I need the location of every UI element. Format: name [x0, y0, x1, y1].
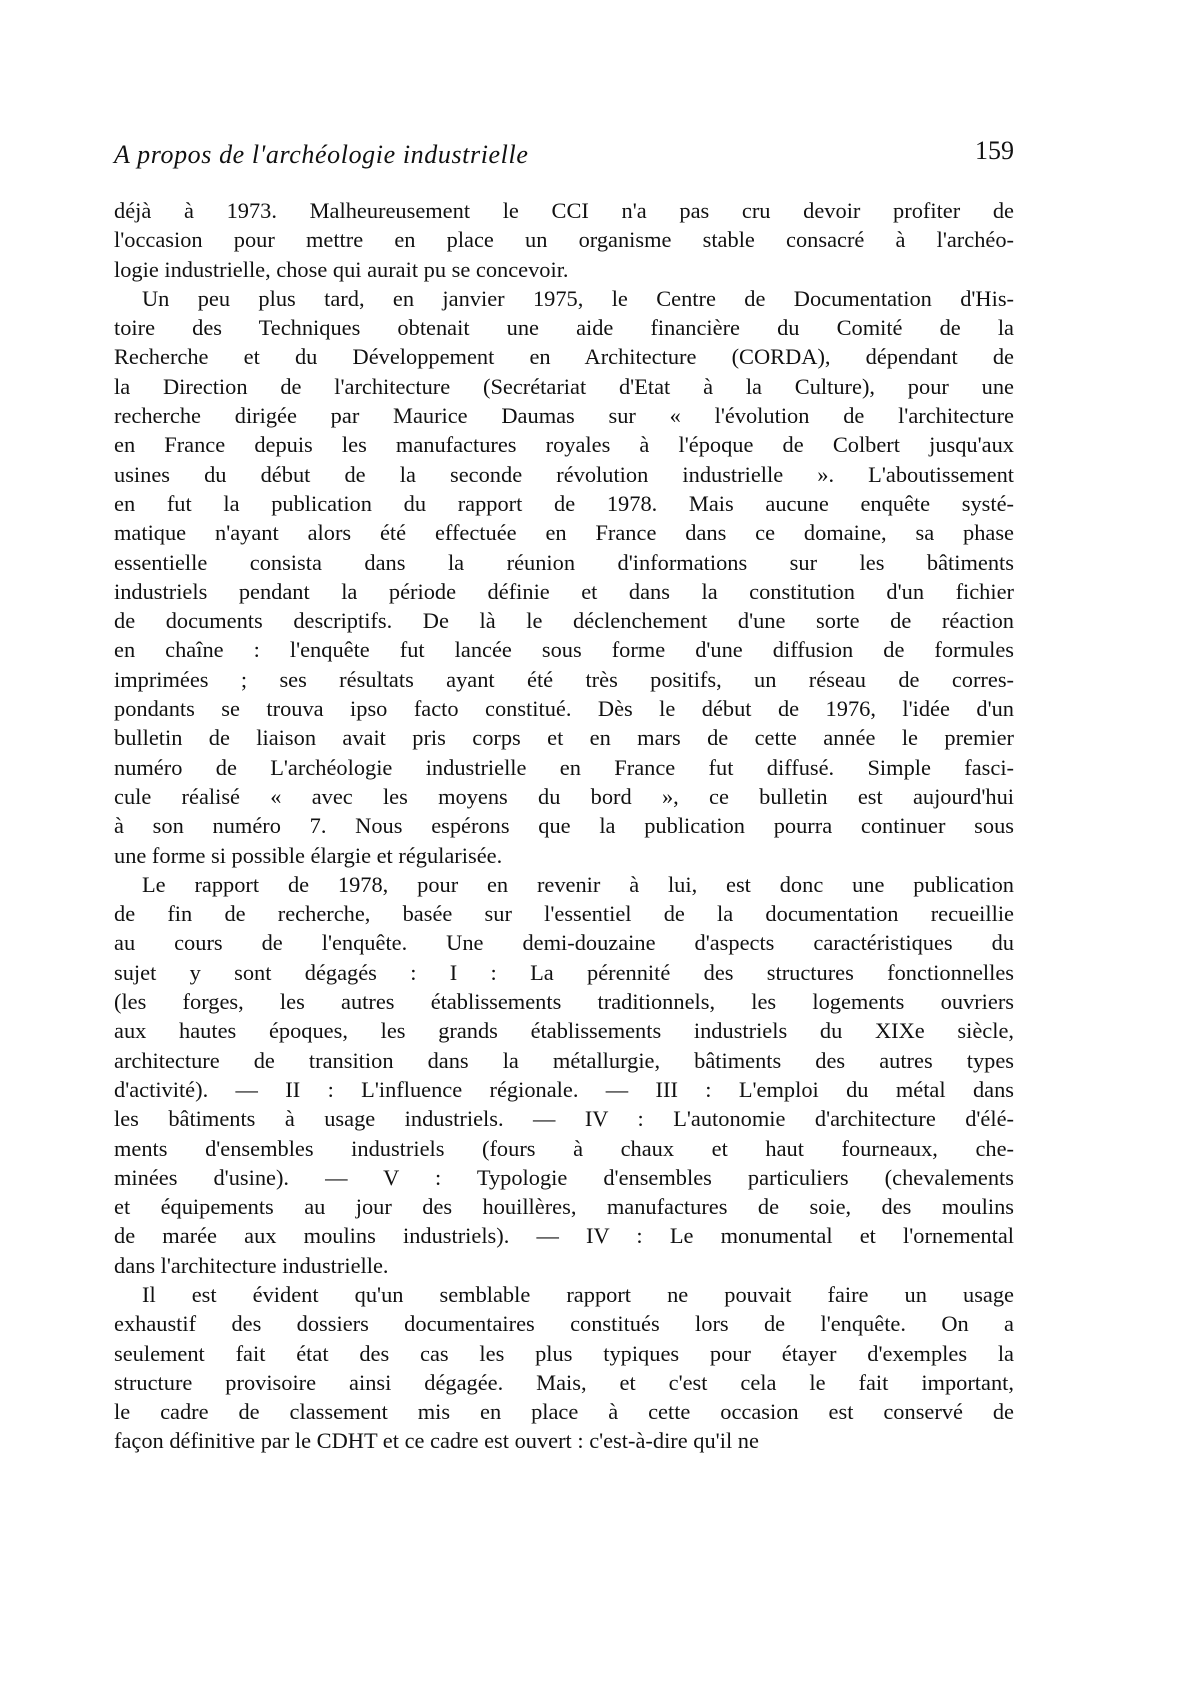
text-line: essentielle consista dans la réunion d'informations sur les bâtiments: [114, 549, 1014, 575]
text-line: et équipements au jour des houillères, manufactures de soie, des moulins: [114, 1194, 1014, 1220]
text-line: une forme si possible élargie et régularisée.: [114, 842, 503, 868]
text-line: Un peu plus tard, en janvier 1975, le Centre de Documentation d'His-: [142, 285, 1014, 311]
text-line: minées d'usine). — V : Typologie d'ensembles particuliers (chevalements: [114, 1164, 1014, 1190]
text-line: architecture de transition dans la métallurgie, bâtiments des autres types: [114, 1047, 1014, 1073]
text-line: en France depuis les manufactures royales à l'époque de Colbert jusqu'aux: [114, 432, 1014, 458]
text-line: Il est évident qu'un semblable rapport ne pouvait faire un usage: [142, 1281, 1014, 1307]
text-line: de marée aux moulins industriels). — IV : Le monumental et l'ornemental: [114, 1223, 1014, 1249]
paragraph: [114, 870, 1014, 1280]
text-line: (les forges, les autres établissements traditionnels, les logements ouvriers: [114, 989, 1014, 1015]
text-line: seulement fait état des cas les plus typiques pour étayer d'exemples la: [114, 1340, 1014, 1366]
text-line: aux hautes époques, les grands établissements industriels du XIXe siècle,: [114, 1018, 1014, 1044]
text-line: exhaustif des dossiers documentaires constitués lors de l'enquête. On a: [114, 1311, 1014, 1337]
text-line: usines du début de la seconde révolution industrielle ». L'aboutissement: [114, 461, 1014, 487]
running-title: A propos de l'archéologie industrielle: [114, 140, 529, 169]
text-line: l'occasion pour mettre en place un organisme stable consacré à l'archéo-: [114, 227, 1014, 253]
text-line: toire des Techniques obtenait une aide financière du Comité de la: [114, 315, 1014, 341]
text-line: d'activité). — II : L'influence régionale. — III : L'emploi du métal dans: [114, 1076, 1014, 1102]
text-line: façon définitive par le CDHT et ce cadre est ouvert : c'est-à-dire qu'il ne: [114, 1428, 759, 1454]
text-line: bulletin de liaison avait pris corps et en mars de cette année le premier: [114, 725, 1014, 751]
paragraph: [114, 1280, 1014, 1456]
text-line: en chaîne : l'enquête fut lancée sous forme d'une diffusion de formules: [114, 637, 1014, 663]
text-line: recherche dirigée par Maurice Daumas sur « l'évolution de l'architecture: [114, 403, 1014, 429]
text-line: le cadre de classement mis en place à cette occasion est conservé de: [114, 1399, 1014, 1425]
text-line: imprimées ; ses résultats ayant été très positifs, un réseau de corres-: [114, 666, 1014, 692]
text-line: dans l'architecture industrielle.: [114, 1252, 389, 1278]
text-line: ments d'ensembles industriels (fours à chaux et haut fourneaux, che-: [114, 1135, 1014, 1161]
page-number: 159: [975, 136, 1014, 165]
running-head: [114, 136, 1014, 180]
text-line: la Direction de l'architecture (Secrétariat d'Etat à la Culture), pour une: [114, 373, 1014, 399]
text-line: pondants se trouva ipso facto constitué. Dès le début de 1976, l'idée d'un: [114, 696, 1014, 722]
text-line: logie industrielle, chose qui aurait pu se concevoir.: [114, 256, 569, 282]
text-line: de documents descriptifs. De là le déclenchement d'une sorte de réaction: [114, 608, 1014, 634]
text-line: sujet y sont dégagés : I : La pérennité des structures fonctionnelles: [114, 959, 1014, 985]
text-line: numéro de L'archéologie industrielle en France fut diffusé. Simple fasci-: [114, 754, 1014, 780]
text-line: en fut la publication du rapport de 1978. Mais aucune enquête systé-: [114, 490, 1014, 516]
text-line: de fin de recherche, basée sur l'essentiel de la documentation recueillie: [114, 901, 1014, 927]
paragraph: [114, 196, 1014, 284]
text-line: matique n'ayant alors été effectuée en France dans ce domaine, sa phase: [114, 520, 1014, 546]
text-line: les bâtiments à usage industriels. — IV : L'autonomie d'architecture d'élé-: [114, 1106, 1014, 1132]
text-line: Le rapport de 1978, pour en revenir à lui, est donc une publication: [142, 871, 1014, 897]
text-line: à son numéro 7. Nous espérons que la publication pourra continuer sous: [114, 813, 1014, 839]
paragraph: [114, 284, 1014, 870]
text-line: Recherche et du Développement en Architecture (CORDA), dépendant de: [114, 344, 1014, 370]
text-line: déjà à 1973. Malheureusement le CCI n'a pas cru devoir profiter de: [114, 198, 1014, 223]
body-text: [114, 196, 1014, 1456]
text-line: cule réalisé « avec les moyens du bord », ce bulletin est aujourd'hui: [114, 783, 1014, 809]
text-line: structure provisoire ainsi dégagée. Mais, et c'est cela le fait important,: [114, 1369, 1014, 1395]
text-line: industriels pendant la période définie et dans la constitution d'un fichier: [114, 578, 1014, 604]
text-line: au cours de l'enquête. Une demi-douzaine d'aspects caractéristiques du: [114, 930, 1014, 956]
